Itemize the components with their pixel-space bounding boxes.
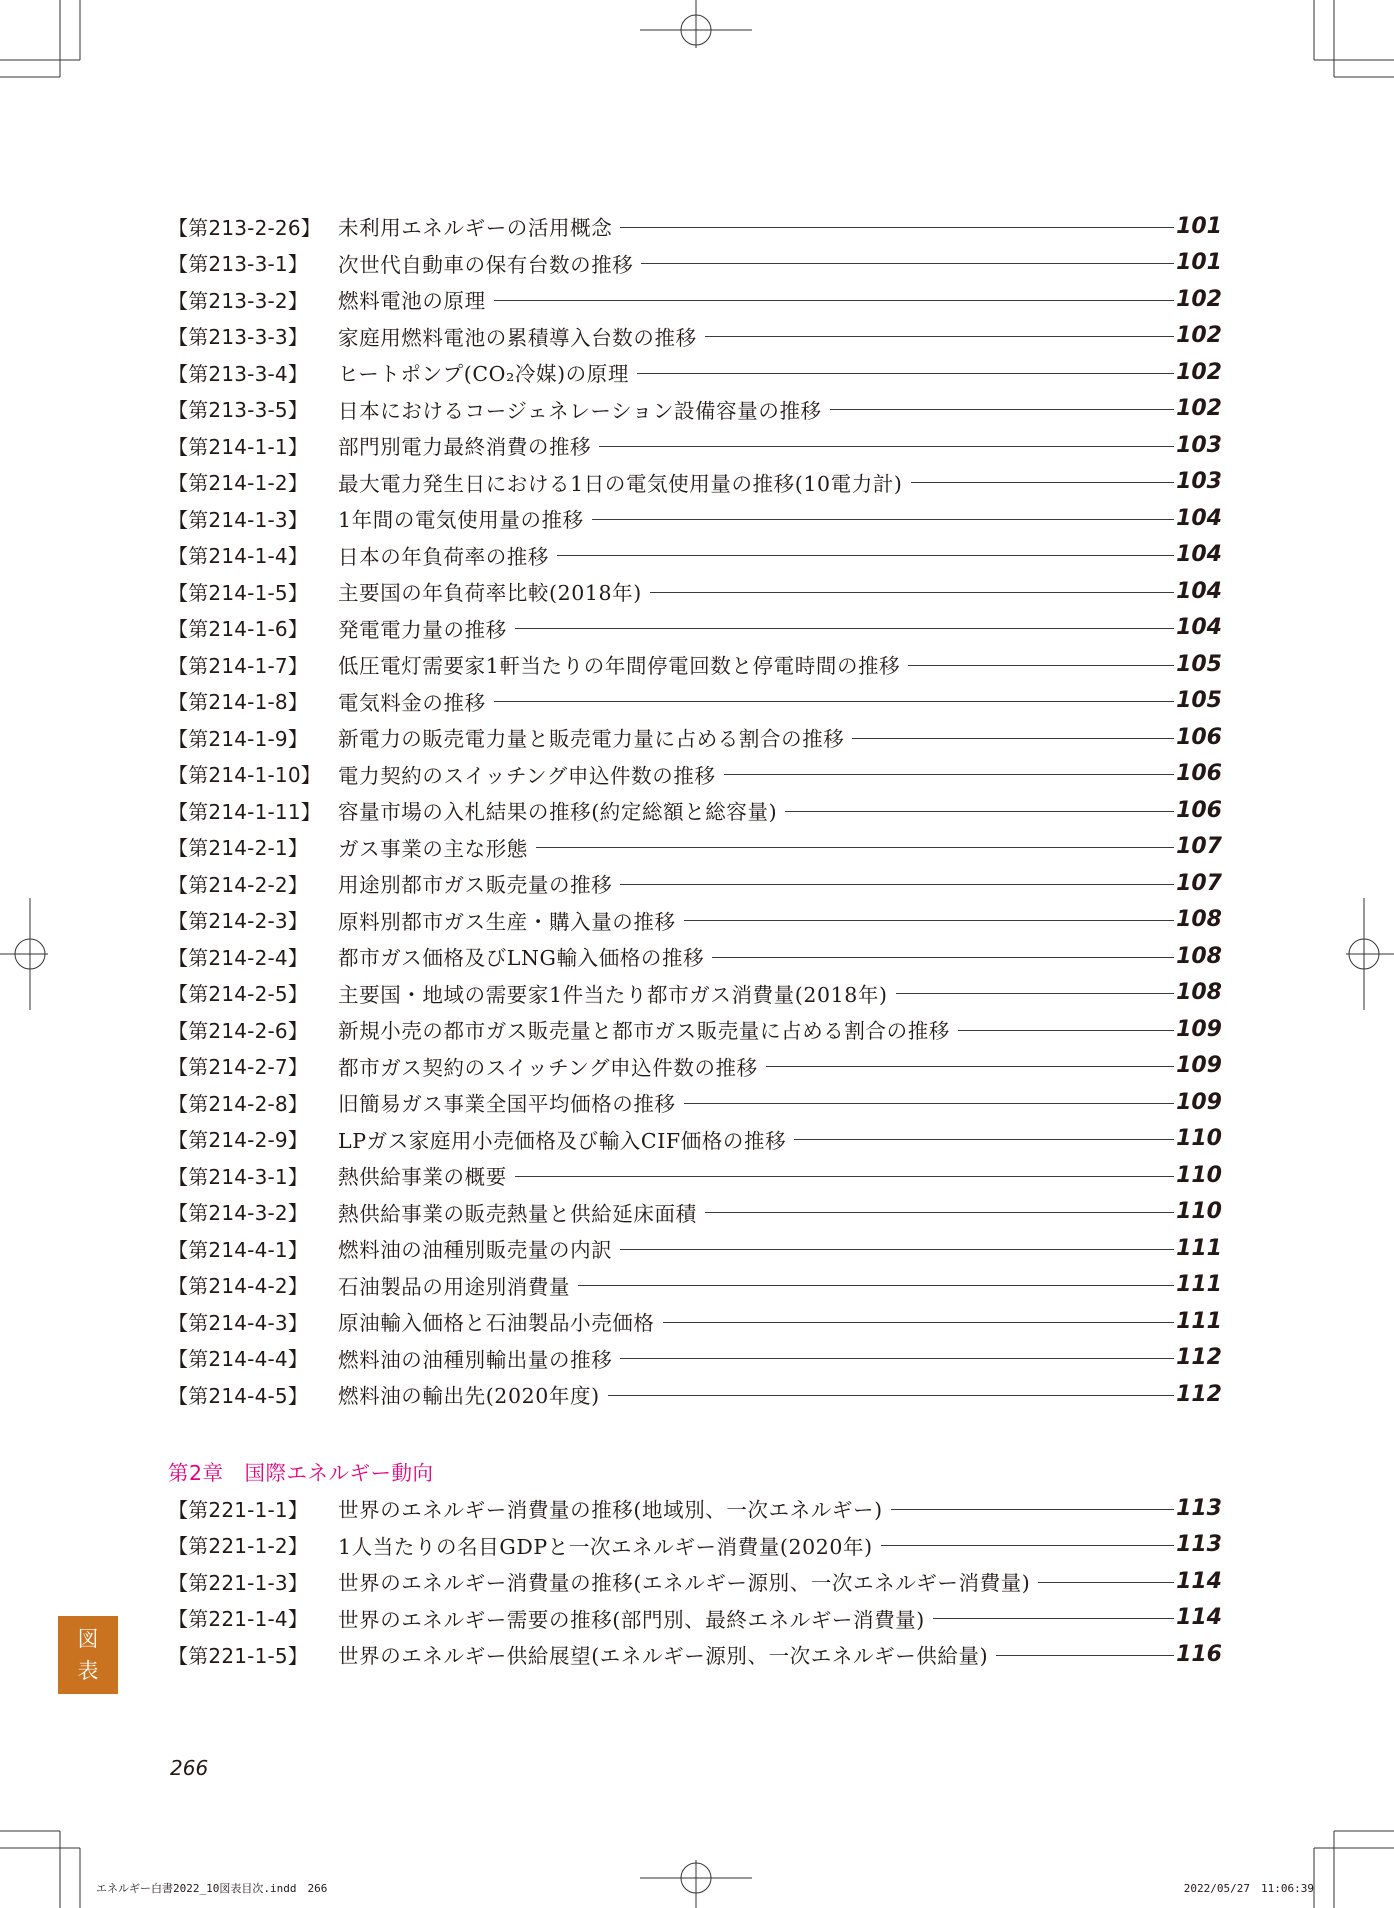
toc-entry [168, 464, 1222, 501]
figure-page-number: 105 [1176, 688, 1222, 714]
figure-page-number: 111 [1176, 1235, 1222, 1261]
figure-page-number: 108 [1176, 943, 1222, 969]
figure-title: 世界のエネルギー消費量の推移(エネルギー源別、一次エネルギー消費量) [338, 1571, 1031, 1596]
figure-title: 1年間の電気使用量の推移 [338, 508, 584, 533]
figure-title: 未利用エネルギーの活用概念 [338, 216, 613, 241]
figure-id: 【第214-3-1】 [168, 1164, 309, 1189]
figure-id: 【第214-2-6】 [168, 1018, 309, 1043]
figure-page-number: 110 [1176, 1126, 1222, 1152]
figure-id: 【第214-4-3】 [168, 1310, 309, 1335]
figure-title: 都市ガス契約のスイッチング申込件数の推移 [338, 1055, 758, 1080]
figure-id: 【第214-2-1】 [168, 836, 309, 861]
figure-page-number: 102 [1176, 323, 1222, 349]
figure-page-number: 109 [1176, 1053, 1222, 1079]
figure-page-number: 113 [1176, 1532, 1222, 1558]
figure-id: 【第213-3-4】 [168, 361, 309, 386]
slug-timestamp: 2022/05/27 11:06:39 [1183, 1882, 1314, 1895]
toc-entry [168, 1636, 1222, 1673]
toc-entry [168, 646, 1222, 683]
figure-title: 燃料電池の原理 [338, 289, 486, 314]
figure-title: 容量市場の入札結果の推移(約定総額と総容量) [338, 800, 778, 825]
figure-id: 【第214-2-5】 [168, 982, 309, 1007]
figure-id: 【第214-4-4】 [168, 1347, 309, 1372]
leader-line [785, 811, 1174, 812]
figure-page-number: 113 [1176, 1495, 1222, 1521]
figure-page-number: 111 [1176, 1308, 1222, 1334]
figure-title: 主要国・地域の需要家1件当たり都市ガス消費量(2018年) [338, 982, 888, 1007]
toc-entry [168, 1048, 1222, 1085]
figure-title: 電力契約のスイッチング申込件数の推移 [338, 763, 716, 788]
figure-page-number: 101 [1176, 250, 1222, 276]
toc-entry [168, 500, 1222, 537]
figure-page-number: 103 [1176, 469, 1222, 495]
figure-id: 【第214-2-7】 [168, 1055, 309, 1080]
figure-page-number: 102 [1176, 359, 1222, 385]
figure-page-number: 109 [1176, 1089, 1222, 1115]
figure-page-number: 114 [1176, 1605, 1222, 1631]
toc-entry [168, 829, 1222, 866]
page-number: 266 [170, 1756, 209, 1780]
toc-entry [168, 354, 1222, 391]
figure-page-number: 104 [1176, 505, 1222, 531]
toc-entry [168, 1157, 1222, 1194]
figure-page-number: 114 [1176, 1568, 1222, 1594]
toc-entry [168, 792, 1222, 829]
toc-entry [168, 1490, 1222, 1527]
figure-id: 【第213-3-3】 [168, 325, 309, 350]
leader-line [515, 1176, 1174, 1177]
slug-filename: エネルギー白書2022_10図表目次.indd 266 [96, 1882, 328, 1895]
figure-title: 発電電力量の推移 [338, 617, 507, 642]
leader-line [599, 446, 1174, 447]
leader-line [896, 993, 1174, 994]
toc-entry [168, 1376, 1222, 1413]
figure-title: 日本におけるコージェネレーション設備容量の推移 [338, 398, 822, 423]
figure-id: 【第214-3-2】 [168, 1201, 309, 1226]
toc-entry [168, 756, 1222, 793]
figure-page-number: 107 [1176, 834, 1222, 860]
toc-entry [168, 1600, 1222, 1637]
figure-title: 燃料油の油種別輸出量の推移 [338, 1347, 613, 1372]
leader-line [684, 920, 1174, 921]
toc-entry [168, 427, 1222, 464]
figure-id: 【第214-1-4】 [168, 544, 309, 569]
toc-entry [168, 1527, 1222, 1564]
leader-line [958, 1030, 1174, 1031]
toc-entry [168, 1230, 1222, 1267]
side-tab-char-1: 図 [77, 1627, 99, 1651]
figure-id: 【第214-1-1】 [168, 434, 309, 459]
figure-id: 【第214-4-2】 [168, 1274, 309, 1299]
leader-line [712, 957, 1174, 958]
figure-id: 【第214-2-9】 [168, 1128, 309, 1153]
figure-title: 燃料油の油種別販売量の内訳 [338, 1238, 613, 1263]
toc-entry [168, 865, 1222, 902]
figure-id: 【第214-2-2】 [168, 872, 309, 897]
figure-title: ガス事業の主な形態 [338, 836, 528, 861]
figure-page-number: 111 [1176, 1272, 1222, 1298]
leader-line [557, 555, 1174, 556]
figure-page-number: 109 [1176, 1016, 1222, 1042]
figure-title: 日本の年負荷率の推移 [338, 544, 549, 569]
toc-entry [168, 1303, 1222, 1340]
leader-line [881, 1545, 1174, 1546]
toc-entry [168, 1563, 1222, 1600]
figure-page-number: 106 [1176, 797, 1222, 823]
figure-id: 【第214-2-4】 [168, 945, 309, 970]
figure-page-number: 102 [1176, 396, 1222, 422]
leader-line [663, 1322, 1175, 1323]
figure-id: 【第214-1-8】 [168, 690, 309, 715]
figure-id: 【第221-1-5】 [168, 1643, 309, 1668]
figure-page-number: 103 [1176, 432, 1222, 458]
figure-title: 旧簡易ガス事業全国平均価格の推移 [338, 1092, 676, 1117]
leader-line [794, 1139, 1174, 1140]
figure-title: 都市ガス価格及びLNG輸入価格の推移 [338, 946, 705, 971]
figure-id: 【第214-1-2】 [168, 471, 309, 496]
figure-id: 【第214-1-9】 [168, 726, 309, 751]
figure-id: 【第214-1-3】 [168, 507, 309, 532]
leader-line [996, 1655, 1174, 1656]
leader-line [852, 738, 1174, 739]
figure-page-number: 112 [1176, 1381, 1222, 1407]
figure-title: 低圧電灯需要家1軒当たりの年間停電回数と停電時間の推移 [338, 654, 901, 679]
figure-id: 【第213-3-5】 [168, 398, 309, 423]
figure-page-number: 105 [1176, 651, 1222, 677]
leader-line [908, 665, 1174, 666]
figure-page-number: 116 [1176, 1641, 1222, 1667]
toc-entry [168, 1121, 1222, 1158]
toc-entry [168, 245, 1222, 282]
figure-title: 燃料油の輸出先(2020年度) [338, 1384, 600, 1409]
figure-title: 用途別都市ガス販売量の推移 [338, 873, 613, 898]
figure-page-number: 104 [1176, 578, 1222, 604]
toc-entry [168, 1340, 1222, 1377]
figure-title: 新規小売の都市ガス販売量と都市ガス販売量に占める割合の推移 [338, 1019, 950, 1044]
toc-entry [168, 610, 1222, 647]
figure-id: 【第213-2-26】 [168, 215, 321, 240]
figure-title: 熱供給事業の販売熱量と供給延床面積 [338, 1201, 697, 1226]
leader-line [724, 774, 1175, 775]
figure-title: 世界のエネルギー供給展望(エネルギー源別、一次エネルギー供給量) [338, 1644, 989, 1669]
figure-title: 部門別電力最終消費の推移 [338, 435, 592, 460]
leader-line [641, 263, 1174, 264]
toc-list-section-2 [168, 1490, 1222, 1673]
toc-list-section-1 [168, 208, 1222, 1413]
figure-title: 次世代自動車の保有台数の推移 [338, 252, 634, 277]
leader-line [705, 336, 1174, 337]
figure-id: 【第214-1-6】 [168, 617, 309, 642]
figure-page-number: 110 [1176, 1199, 1222, 1225]
figure-page-number: 108 [1176, 980, 1222, 1006]
figure-title: 熱供給事業の概要 [338, 1165, 507, 1190]
toc-entry [168, 938, 1222, 975]
toc-entry [168, 537, 1222, 574]
figure-title: 原油輸入価格と石油製品小売価格 [338, 1311, 655, 1336]
figure-page-number: 112 [1176, 1345, 1222, 1371]
leader-line [608, 1395, 1174, 1396]
figure-title: LPガス家庭用小売価格及び輸入CIF価格の推移 [338, 1128, 787, 1153]
figure-title: 新電力の販売電力量と販売電力量に占める割合の推移 [338, 727, 845, 752]
figure-title: 家庭用燃料電池の累積導入台数の推移 [338, 325, 697, 350]
figure-title: ヒートポンプ(CO₂冷媒)の原理 [338, 362, 629, 387]
toc-entry [168, 318, 1222, 355]
toc-entry [168, 719, 1222, 756]
toc-entry [168, 281, 1222, 318]
toc-entry [168, 975, 1222, 1012]
leader-line [494, 300, 1174, 301]
leader-line [494, 701, 1174, 702]
toc-entry [168, 1011, 1222, 1048]
figure-id: 【第214-2-3】 [168, 909, 309, 934]
figure-page-number: 104 [1176, 542, 1222, 568]
toc-entry [168, 391, 1222, 428]
figure-title: 原料別都市ガス生産・購入量の推移 [338, 909, 676, 934]
figure-page-number: 110 [1176, 1162, 1222, 1188]
leader-line [766, 1066, 1174, 1067]
leader-line [650, 592, 1174, 593]
figure-page-number: 104 [1176, 615, 1222, 641]
figure-id: 【第214-1-5】 [168, 580, 309, 605]
figure-id: 【第213-3-1】 [168, 252, 309, 277]
leader-line [1038, 1582, 1174, 1583]
toc-entry [168, 902, 1222, 939]
leader-line [911, 482, 1175, 483]
figure-id: 【第214-2-8】 [168, 1091, 309, 1116]
figure-id: 【第221-1-3】 [168, 1570, 309, 1595]
figure-id: 【第214-1-10】 [168, 763, 321, 788]
leader-line [637, 373, 1174, 374]
figure-id: 【第213-3-2】 [168, 288, 309, 313]
figure-page-number: 101 [1176, 213, 1222, 239]
figure-title: 世界のエネルギー消費量の推移(地域別、一次エネルギー) [338, 1498, 883, 1523]
leader-line [620, 227, 1174, 228]
toc-entry [168, 1267, 1222, 1304]
figure-title: 最大電力発生日における1日の電気使用量の推移(10電力計) [338, 471, 903, 496]
figure-title: 電気料金の推移 [338, 690, 486, 715]
leader-line [592, 519, 1174, 520]
figure-title: 1人当たりの名目GDPと一次エネルギー消費量(2020年) [338, 1534, 873, 1559]
leader-line [705, 1212, 1174, 1213]
figure-page-number: 108 [1176, 907, 1222, 933]
leader-line [578, 1285, 1174, 1286]
figure-page-number: 106 [1176, 724, 1222, 750]
toc-entry [168, 1084, 1222, 1121]
figure-id: 【第221-1-4】 [168, 1607, 309, 1632]
toc-entry [168, 208, 1222, 245]
figure-page-number: 106 [1176, 761, 1222, 787]
figure-id: 【第214-4-1】 [168, 1237, 309, 1262]
figure-id: 【第221-1-2】 [168, 1534, 309, 1559]
side-index-tab [58, 1616, 118, 1694]
leader-line [830, 409, 1174, 410]
figure-page-number: 107 [1176, 870, 1222, 896]
side-tab-char-2: 表 [77, 1659, 99, 1683]
toc-entry [168, 573, 1222, 610]
figure-title: 石油製品の用途別消費量 [338, 1274, 571, 1299]
leader-line [515, 628, 1174, 629]
toc-entry [168, 683, 1222, 720]
figure-id: 【第214-4-5】 [168, 1383, 309, 1408]
leader-line [536, 847, 1174, 848]
figure-id: 【第214-1-11】 [168, 799, 321, 824]
leader-line [933, 1618, 1174, 1619]
leader-line [620, 1358, 1174, 1359]
figure-id: 【第214-1-7】 [168, 653, 309, 678]
chapter-heading: 第2章 国際エネルギー動向 [168, 1461, 434, 1485]
figure-title: 世界のエネルギー需要の推移(部門別、最終エネルギー消費量) [338, 1607, 925, 1632]
leader-line [684, 1103, 1174, 1104]
figure-page-number: 102 [1176, 286, 1222, 312]
figure-id: 【第221-1-1】 [168, 1497, 309, 1522]
leader-line [620, 1249, 1174, 1250]
leader-line [891, 1509, 1174, 1510]
toc-entry [168, 1194, 1222, 1231]
figure-title: 主要国の年負荷率比較(2018年) [338, 581, 642, 606]
leader-line [620, 884, 1174, 885]
